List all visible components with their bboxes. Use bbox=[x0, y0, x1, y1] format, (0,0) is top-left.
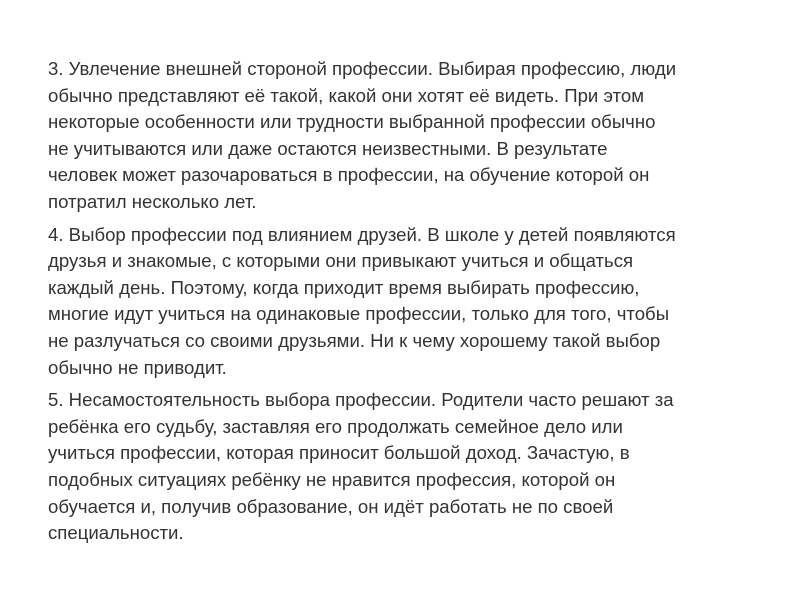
paragraph-line: обычно не приводит. bbox=[48, 356, 227, 378]
paragraph-line: многие идут учиться на одинаковые профессии, только для того, чтобы bbox=[48, 303, 670, 325]
slide-text-block bbox=[48, 56, 748, 547]
paragraph-line: учиться профессии, которая приносит большой доход. Зачастую, в bbox=[48, 442, 630, 464]
paragraph-line: специальности. bbox=[48, 522, 184, 544]
paragraph-line: некоторые особенности или трудности выбранной профессии обычно bbox=[48, 111, 656, 133]
paragraph-line: не разлучаться со своими друзьями. Ни к чему хорошему такой выбор bbox=[48, 329, 661, 351]
paragraph-line: обычно представляют её такой, какой они хотят её видеть. При этом bbox=[48, 84, 644, 106]
paragraph-3 bbox=[48, 56, 748, 216]
paragraph-line: друзья и знакомые, с которыми они привыкают учиться и общаться bbox=[48, 250, 634, 272]
paragraph-line: подобных ситуациях ребёнку не нравится профессия, которой он bbox=[48, 468, 616, 490]
paragraph-line: 5. Несамостоятельность выбора профессии. Родители часто решают за bbox=[48, 389, 674, 411]
paragraph-line: потратил несколько лет. bbox=[48, 190, 257, 212]
paragraph-line: 4. Выбор профессии под влиянием друзей. В школе у детей появляются bbox=[48, 223, 676, 245]
paragraph-line: человек может разочароваться в профессии, на обучение которой он bbox=[48, 164, 650, 186]
paragraph-line: каждый день. Поэтому, когда приходит время выбирать профессию, bbox=[48, 276, 640, 298]
paragraph-line: обучается и, получив образование, он идёт работать не по своей bbox=[48, 495, 614, 517]
paragraph-line: ребёнка его судьбу, заставляя его продолжать семейное дело или bbox=[48, 415, 623, 437]
paragraph-4 bbox=[48, 222, 748, 382]
paragraph-line: не учитываются или даже остаются неизвестными. В результате bbox=[48, 137, 608, 159]
paragraph-5 bbox=[48, 387, 748, 547]
paragraph-line: 3. Увлечение внешней стороной профессии. Выбирая профессию, люди bbox=[48, 58, 677, 79]
